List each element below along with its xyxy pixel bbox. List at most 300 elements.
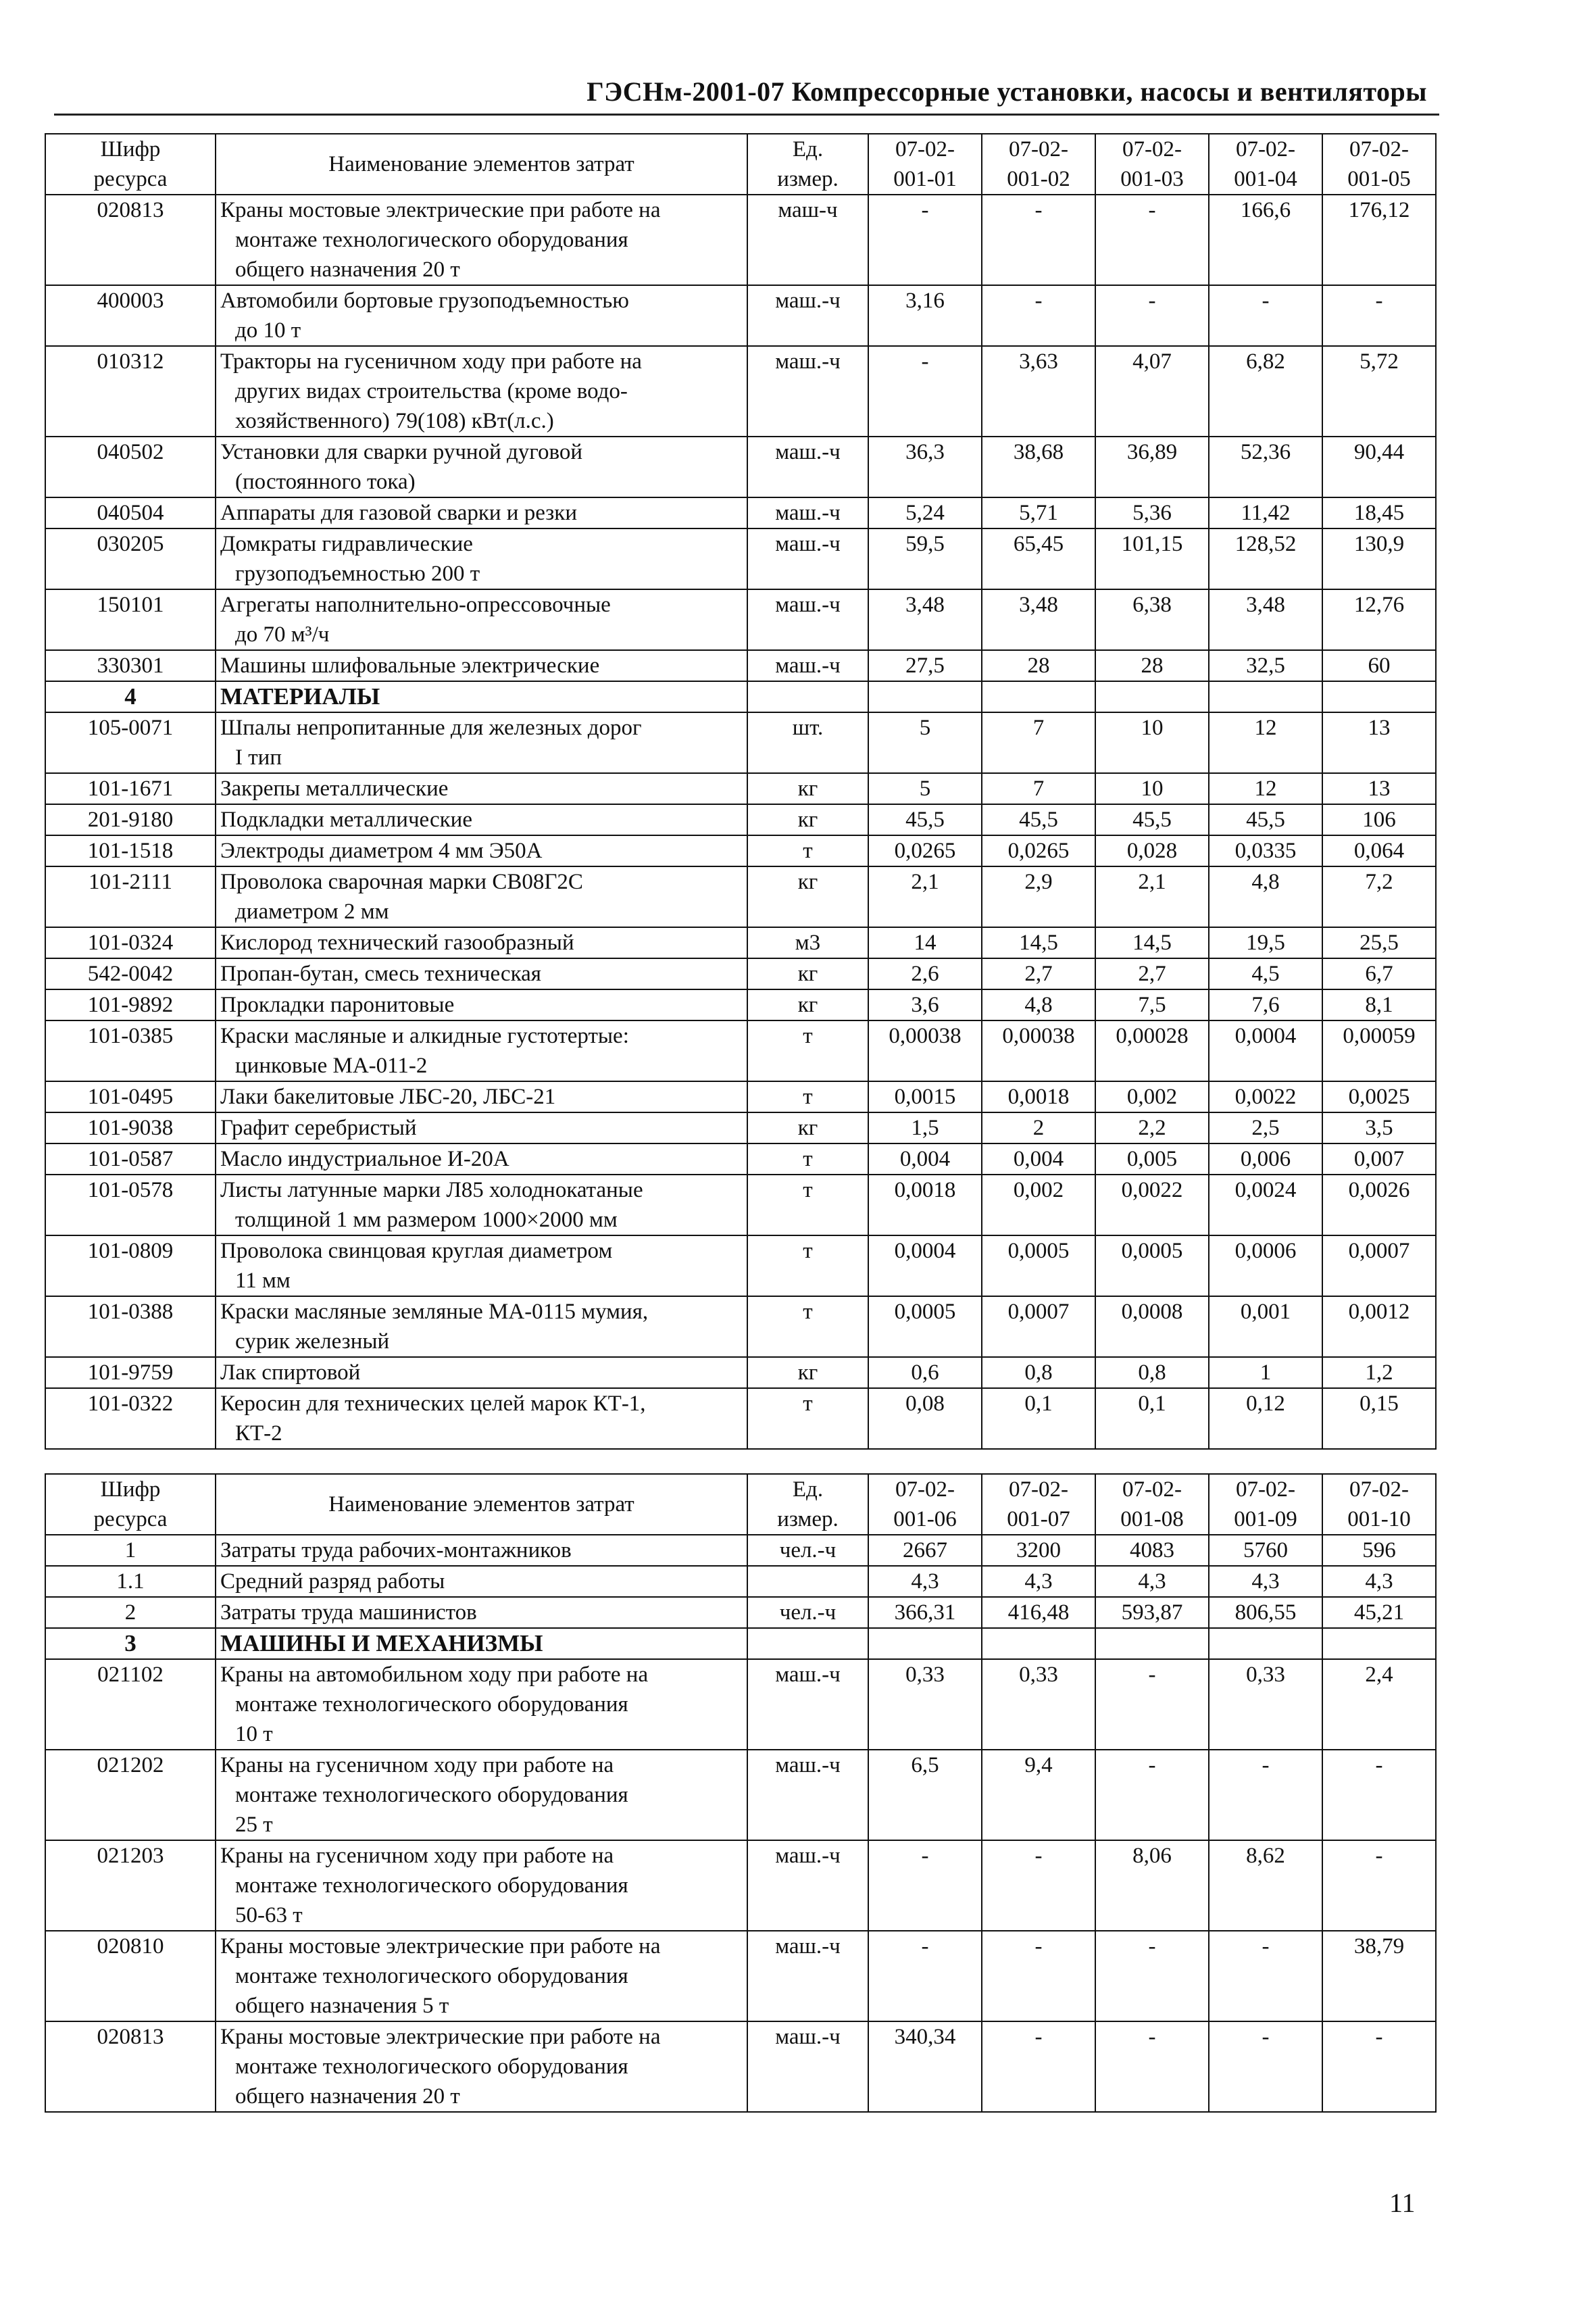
norm-value: 4,3: [868, 1566, 982, 1597]
table-row: [45, 1750, 1436, 1840]
norm-value: 806,55: [1209, 1597, 1322, 1628]
cell-line: Закрепы металлические: [220, 777, 449, 801]
resource-name: [216, 528, 747, 589]
cell-line: 07-02-: [1236, 1477, 1295, 1502]
unit: маш.-ч: [747, 2021, 868, 2112]
norm-value: 0,12: [1209, 1388, 1322, 1449]
norm-value: -: [982, 195, 1095, 285]
norm-value: 4,5: [1209, 958, 1322, 989]
cell-line: ресурса: [93, 167, 168, 191]
resource-name: [216, 1750, 747, 1840]
norm-value: [1095, 1628, 1209, 1659]
table-row: [45, 1020, 1436, 1081]
cell-line: Краны мостовые электрические при работе на: [220, 198, 661, 222]
norm-value: 9,4: [982, 1750, 1095, 1840]
resource-code: 020813: [45, 195, 216, 285]
unit: маш.-ч: [747, 497, 868, 528]
unit: кг: [747, 989, 868, 1020]
norm-value: 36,89: [1095, 437, 1209, 497]
resource-code: 3: [45, 1628, 216, 1659]
cell-line: 001-02: [1007, 167, 1070, 191]
cell-line: Установки для сварки ручной дуговой: [220, 440, 583, 464]
norm-value: -: [1209, 2021, 1322, 2112]
cell-line: Домкраты гидравлические: [220, 532, 473, 556]
norm-value: 52,36: [1209, 437, 1322, 497]
resource-name: [216, 989, 747, 1020]
cell-line: Лаки бакелитовые ЛБС-20, ЛБС-21: [220, 1085, 556, 1109]
table-row: [45, 989, 1436, 1020]
norm-value: 4083: [1095, 1535, 1209, 1566]
cell-line: Краски масляные и алкидные густотертые:: [220, 1024, 629, 1048]
resource-name: [216, 927, 747, 958]
resource-name: [216, 1112, 747, 1143]
cell-line: 07-02-: [1009, 1477, 1068, 1502]
norm-value: 14,5: [1095, 927, 1209, 958]
header-norm-code: [868, 134, 982, 195]
cell-line: Краски масляные земляные МА-0115 мумия,: [220, 1300, 649, 1324]
norm-value: 340,34: [868, 2021, 982, 2112]
cell-line: КТ-2: [235, 1421, 282, 1446]
cell-line: Прокладки паронитовые: [220, 993, 455, 1017]
norm-value: 7,6: [1209, 989, 1322, 1020]
cell-line: 001-04: [1234, 167, 1297, 191]
norm-value: 0,15: [1322, 1388, 1436, 1449]
unit: маш.-ч: [747, 1750, 868, 1840]
resource-code: 101-0324: [45, 927, 216, 958]
norm-value: 3,48: [982, 589, 1095, 650]
norm-value: 0,0005: [1095, 1235, 1209, 1296]
resource-name: [216, 1628, 747, 1659]
cell-line: 25 т: [235, 1813, 273, 1837]
norm-value: 0,0022: [1095, 1175, 1209, 1235]
cell-line: Агрегаты наполнительно-опрессовочные: [220, 593, 611, 617]
cell-line: 10 т: [235, 1722, 273, 1746]
norm-value: 6,5: [868, 1750, 982, 1840]
unit: т: [747, 1081, 868, 1112]
table-row: [45, 1112, 1436, 1143]
norm-value: 13: [1322, 773, 1436, 804]
norm-value: 59,5: [868, 528, 982, 589]
norm-value: 596: [1322, 1535, 1436, 1566]
resource-code: 201-9180: [45, 804, 216, 835]
resource-name: [216, 285, 747, 346]
cell-line: Керосин для технических целей марок КТ-1,: [220, 1392, 646, 1416]
cell-line: Краны на автомобильном ходу при работе на: [220, 1663, 649, 1687]
norm-value: 2,4: [1322, 1659, 1436, 1750]
resource-name: [216, 1020, 747, 1081]
unit: т: [747, 1020, 868, 1081]
norm-value: 0,0018: [868, 1175, 982, 1235]
cell-line: Шифр: [100, 1477, 161, 1502]
cell-line: Тракторы на гусеничном ходу при работе на: [220, 349, 642, 374]
norm-value: 45,5: [982, 804, 1095, 835]
table-header-row: [45, 134, 1436, 195]
unit: [747, 1628, 868, 1659]
cell-line: общего назначения 20 т: [235, 257, 460, 282]
norm-value: -: [868, 346, 982, 437]
resource-table-1: [45, 133, 1437, 1450]
resource-code: 330301: [45, 650, 216, 681]
resource-code: 101-9038: [45, 1112, 216, 1143]
norm-value: 3,48: [1209, 589, 1322, 650]
norm-value: 0,33: [868, 1659, 982, 1750]
header-code: [45, 1474, 216, 1535]
cell-line: 07-02-: [1122, 1477, 1182, 1502]
norm-value: 90,44: [1322, 437, 1436, 497]
norm-value: 128,52: [1209, 528, 1322, 589]
resource-code: 101-1518: [45, 835, 216, 866]
cell-line: Шифр: [100, 137, 161, 162]
resource-code: 4: [45, 681, 216, 712]
norm-value: 0,001: [1209, 1296, 1322, 1357]
norm-value: -: [1095, 1750, 1209, 1840]
norm-value: 45,5: [1095, 804, 1209, 835]
running-header-title: ГЭСНм-2001-07 Компрессорные установки, насосы и вентиляторы: [587, 76, 1427, 107]
section-row: [45, 681, 1436, 712]
resource-name: [216, 1175, 747, 1235]
resource-name: [216, 1081, 747, 1112]
table-row: [45, 1296, 1436, 1357]
norm-value: [982, 1628, 1095, 1659]
norm-value: 36,3: [868, 437, 982, 497]
resource-name: [216, 437, 747, 497]
norm-value: 101,15: [1095, 528, 1209, 589]
cell-line: Затраты труда машинистов: [220, 1600, 477, 1625]
norm-value: 1: [1209, 1357, 1322, 1388]
norm-value: -: [1095, 195, 1209, 285]
norm-value: 0,8: [1095, 1357, 1209, 1388]
norm-value: 0,33: [982, 1659, 1095, 1750]
norm-value: 0,0265: [868, 835, 982, 866]
unit: т: [747, 1143, 868, 1175]
unit: т: [747, 1296, 868, 1357]
table-row: [45, 437, 1436, 497]
norm-value: -: [868, 195, 982, 285]
table-row: [45, 1143, 1436, 1175]
norm-value: 5: [868, 712, 982, 773]
cell-line: Проволока сварочная марки СВ08Г2С: [220, 870, 583, 894]
norm-value: 0,004: [868, 1143, 982, 1175]
cell-line: монтаже технологического оборудования: [235, 228, 628, 252]
norm-value: 0,00038: [868, 1020, 982, 1081]
resource-code: 101-0385: [45, 1020, 216, 1081]
unit: кг: [747, 1112, 868, 1143]
table-row: [45, 1535, 1436, 1566]
table-row: [45, 1566, 1436, 1597]
norm-value: [868, 681, 982, 712]
norm-value: -: [1209, 285, 1322, 346]
resource-table-2: [45, 1473, 1437, 2113]
unit: маш.-ч: [747, 1659, 868, 1750]
norm-value: [1209, 681, 1322, 712]
norm-value: 7: [982, 773, 1095, 804]
cell-line: 001-08: [1120, 1507, 1184, 1531]
resource-code: 101-0388: [45, 1296, 216, 1357]
norm-value: 5,71: [982, 497, 1095, 528]
norm-value: 0,0006: [1209, 1235, 1322, 1296]
cell-line: общего назначения 5 т: [235, 1994, 449, 2018]
resource-name: [216, 346, 747, 437]
norm-value: 38,68: [982, 437, 1095, 497]
cell-line: Наименование элементов затрат: [328, 152, 634, 176]
resource-name: [216, 804, 747, 835]
norm-value: 593,87: [1095, 1597, 1209, 1628]
resource-code: 101-0322: [45, 1388, 216, 1449]
norm-value: 65,45: [982, 528, 1095, 589]
header-unit: [747, 134, 868, 195]
resource-name: [216, 1597, 747, 1628]
norm-value: -: [1322, 1840, 1436, 1931]
table-row: [45, 866, 1436, 927]
norm-value: 0,005: [1095, 1143, 1209, 1175]
norm-value: 5760: [1209, 1535, 1322, 1566]
norm-value: 0,0005: [868, 1296, 982, 1357]
norm-value: 3200: [982, 1535, 1095, 1566]
cell-line: Подкладки металлические: [220, 808, 472, 832]
resource-name: [216, 1931, 747, 2021]
norm-value: 0,8: [982, 1357, 1095, 1388]
header-norm-code: [1322, 134, 1436, 195]
norm-value: 0,0015: [868, 1081, 982, 1112]
unit: маш.-ч: [747, 1931, 868, 2021]
cell-line: Краны на гусеничном ходу при работе на: [220, 1844, 614, 1868]
cell-line: до 70 м³/ч: [235, 622, 330, 647]
header-name: [216, 134, 747, 195]
norm-value: -: [982, 285, 1095, 346]
unit: м3: [747, 927, 868, 958]
unit: т: [747, 1388, 868, 1449]
norm-value: 3,6: [868, 989, 982, 1020]
norm-value: 0,002: [1095, 1081, 1209, 1112]
resource-name: [216, 1659, 747, 1750]
resource-code: 020810: [45, 1931, 216, 2021]
norm-value: 166,6: [1209, 195, 1322, 285]
norm-value: 5,36: [1095, 497, 1209, 528]
norm-value: 0,0004: [1209, 1020, 1322, 1081]
cell-line: 07-02-: [1009, 137, 1068, 162]
cell-line: Наименование элементов затрат: [328, 1492, 634, 1517]
norm-value: 4,8: [982, 989, 1095, 1020]
table-row: [45, 1597, 1436, 1628]
resource-name: [216, 712, 747, 773]
unit: маш.-ч: [747, 650, 868, 681]
norm-value: -: [868, 1840, 982, 1931]
table-row: [45, 1357, 1436, 1388]
cell-line: Листы латунные марки Л85 холоднокатаные: [220, 1178, 643, 1202]
table-row: [45, 1931, 1436, 2021]
cell-line: диаметром 2 мм: [235, 900, 389, 924]
table-row: [45, 346, 1436, 437]
cell-line: 07-02-: [1122, 137, 1182, 162]
resource-code: 1: [45, 1535, 216, 1566]
unit: [747, 681, 868, 712]
cell-line: 001-03: [1120, 167, 1184, 191]
table-row: [45, 650, 1436, 681]
norm-value: 130,9: [1322, 528, 1436, 589]
resource-name: [216, 195, 747, 285]
norm-value: 5: [868, 773, 982, 804]
table-row: [45, 2021, 1436, 2112]
resource-name: [216, 866, 747, 927]
cell-line: МАШИНЫ И МЕХАНИЗМЫ: [220, 1630, 543, 1656]
norm-value: 0,002: [982, 1175, 1095, 1235]
norm-value: 2,9: [982, 866, 1095, 927]
norm-value: -: [982, 1840, 1095, 1931]
header-name: [216, 1474, 747, 1535]
cell-line: монтаже технологического оборудования: [235, 1964, 628, 1988]
norm-value: 2,2: [1095, 1112, 1209, 1143]
table-row: [45, 835, 1436, 866]
norm-value: 28: [1095, 650, 1209, 681]
cell-line: 50-63 т: [235, 1903, 303, 1927]
resource-name: [216, 1357, 747, 1388]
norm-value: [1209, 1628, 1322, 1659]
norm-value: 10: [1095, 773, 1209, 804]
unit: кг: [747, 773, 868, 804]
cell-line: Ед.: [792, 137, 824, 162]
norm-value: 4,3: [1322, 1566, 1436, 1597]
cell-line: 07-02-: [1349, 1477, 1409, 1502]
cell-line: Лак спиртовой: [220, 1360, 361, 1385]
norm-value: 0,33: [1209, 1659, 1322, 1750]
resource-code: 101-0578: [45, 1175, 216, 1235]
cell-line: измер.: [777, 1507, 839, 1531]
resource-code: 101-9892: [45, 989, 216, 1020]
section-row: [45, 1628, 1436, 1659]
cell-line: Проволока свинцовая круглая диаметром: [220, 1239, 613, 1263]
table-row: [45, 712, 1436, 773]
resource-code: 101-0809: [45, 1235, 216, 1296]
norm-value: 416,48: [982, 1597, 1095, 1628]
table-row: [45, 1175, 1436, 1235]
cell-line: Масло индустриальное И-20А: [220, 1147, 509, 1171]
cell-line: Электроды диаметром 4 мм Э50А: [220, 839, 543, 863]
cell-line: Краны на гусеничном ходу при работе на: [220, 1753, 614, 1777]
norm-value: 0,00059: [1322, 1020, 1436, 1081]
norm-value: 18,45: [1322, 497, 1436, 528]
norm-value: 0,0335: [1209, 835, 1322, 866]
norm-value: 4,3: [1095, 1566, 1209, 1597]
norm-value: 0,007: [1322, 1143, 1436, 1175]
cell-line: монтаже технологического оборудования: [235, 1692, 628, 1717]
unit: т: [747, 1235, 868, 1296]
cell-line: (постоянного тока): [235, 470, 416, 494]
norm-value: 14: [868, 927, 982, 958]
norm-value: 0,0026: [1322, 1175, 1436, 1235]
norm-value: 3,5: [1322, 1112, 1436, 1143]
norm-value: -: [1322, 285, 1436, 346]
table-row: [45, 1235, 1436, 1296]
norm-value: 4,3: [982, 1566, 1095, 1597]
norm-value: 0,0004: [868, 1235, 982, 1296]
resource-name: [216, 958, 747, 989]
resource-code: 040504: [45, 497, 216, 528]
norm-value: -: [1209, 1931, 1322, 2021]
cell-line: толщиной 1 мм размером 1000×2000 мм: [235, 1208, 618, 1232]
norm-value: 12: [1209, 773, 1322, 804]
cell-line: Машины шлифовальные электрические: [220, 654, 600, 678]
resource-name: [216, 835, 747, 866]
norm-value: 3,16: [868, 285, 982, 346]
cell-line: Краны мостовые электрические при работе на: [220, 2025, 661, 2049]
resource-code: 101-9759: [45, 1357, 216, 1388]
unit: маш.-ч: [747, 589, 868, 650]
table-row: [45, 195, 1436, 285]
norm-value: 6,38: [1095, 589, 1209, 650]
resource-code: 101-1671: [45, 773, 216, 804]
norm-value: 25,5: [1322, 927, 1436, 958]
header-norm-code: [1095, 134, 1209, 195]
norm-value: 0,064: [1322, 835, 1436, 866]
norm-value: 0,1: [1095, 1388, 1209, 1449]
header-norm-code: [982, 1474, 1095, 1535]
cell-line: Шпалы непропитанные для железных дорог: [220, 716, 642, 740]
cell-line: монтаже технологического оборудования: [235, 1783, 628, 1807]
norm-value: 10: [1095, 712, 1209, 773]
norm-value: -: [982, 2021, 1095, 2112]
norm-value: -: [982, 1931, 1095, 2021]
cell-line: общего назначения 20 т: [235, 2084, 460, 2109]
unit: кг: [747, 866, 868, 927]
norm-value: 45,5: [1209, 804, 1322, 835]
unit: кг: [747, 1357, 868, 1388]
resource-code: 2: [45, 1597, 216, 1628]
table-row: [45, 773, 1436, 804]
unit: кг: [747, 958, 868, 989]
norm-value: 0,0012: [1322, 1296, 1436, 1357]
cell-line: 001-06: [893, 1507, 957, 1531]
resource-code: 105-0071: [45, 712, 216, 773]
resource-code: 040502: [45, 437, 216, 497]
resource-code: 542-0042: [45, 958, 216, 989]
norm-value: 2,7: [1095, 958, 1209, 989]
resource-name: [216, 1388, 747, 1449]
cell-line: Средний разряд работы: [220, 1569, 445, 1594]
unit: маш.-ч: [747, 285, 868, 346]
norm-value: 1,5: [868, 1112, 982, 1143]
table-row: [45, 1659, 1436, 1750]
norm-value: 3,48: [868, 589, 982, 650]
header-divider: [54, 114, 1439, 116]
header-norm-code: [982, 134, 1095, 195]
norm-value: -: [868, 1931, 982, 2021]
norm-value: 12: [1209, 712, 1322, 773]
cell-line: монтаже технологического оборудования: [235, 1873, 628, 1898]
cell-line: Автомобили бортовые грузоподъемностью: [220, 289, 629, 313]
norm-value: 5,72: [1322, 346, 1436, 437]
norm-value: -: [1095, 285, 1209, 346]
norm-value: -: [1322, 2021, 1436, 2112]
resource-code: 021202: [45, 1750, 216, 1840]
norm-value: 12,76: [1322, 589, 1436, 650]
norm-value: 2667: [868, 1535, 982, 1566]
norm-value: 45,21: [1322, 1597, 1436, 1628]
norm-value: 106: [1322, 804, 1436, 835]
table-row: [45, 285, 1436, 346]
cell-line: 001-07: [1007, 1507, 1070, 1531]
resource-code: 400003: [45, 285, 216, 346]
cell-line: монтаже технологического оборудования: [235, 2054, 628, 2079]
unit: маш.-ч: [747, 1840, 868, 1931]
cell-line: измер.: [777, 167, 839, 191]
table-row: [45, 1388, 1436, 1449]
norm-value: 4,8: [1209, 866, 1322, 927]
norm-value: 14,5: [982, 927, 1095, 958]
norm-value: 0,028: [1095, 835, 1209, 866]
unit: кг: [747, 804, 868, 835]
cell-line: 001-09: [1234, 1507, 1297, 1531]
unit: маш.-ч: [747, 528, 868, 589]
